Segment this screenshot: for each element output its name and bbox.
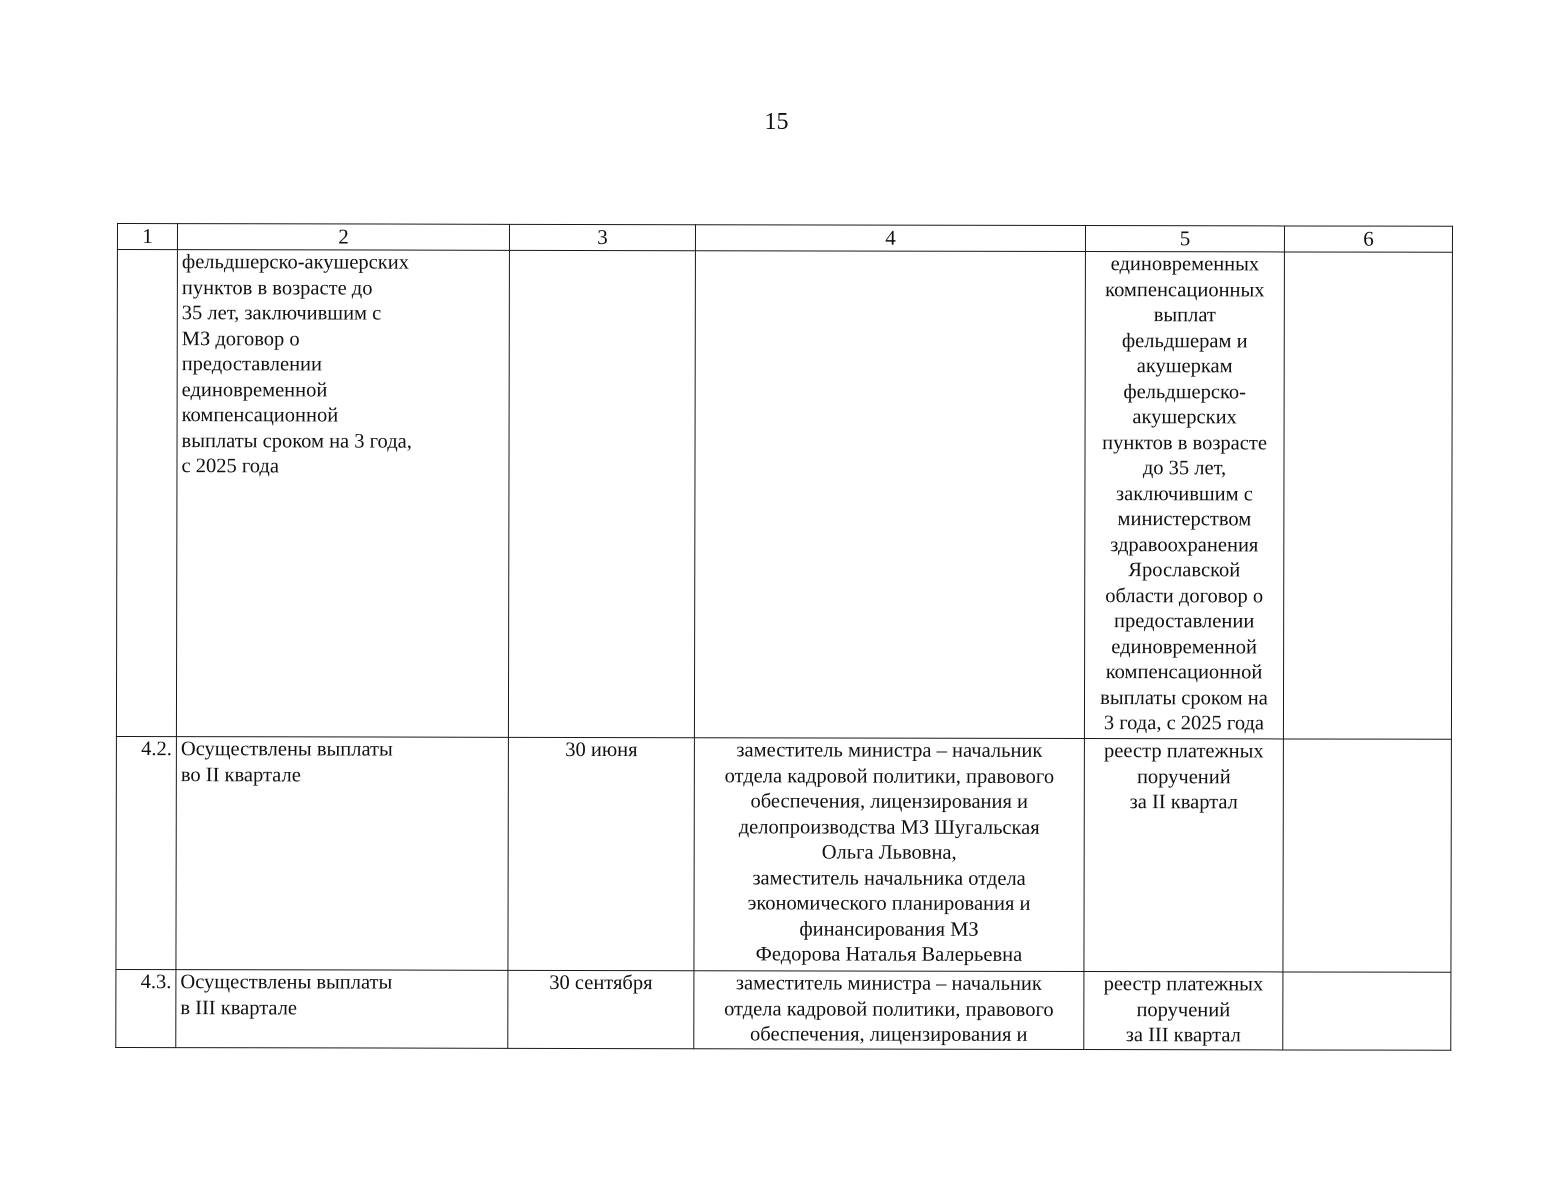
responsible-cell bbox=[694, 251, 1085, 739]
column-header-5: 5 bbox=[1085, 226, 1284, 252]
result-cell: реестр платежных поручений за III квартал bbox=[1084, 972, 1283, 1050]
table-header-row bbox=[117, 224, 1452, 253]
responsible-cell: заместитель министра – начальник отдела кадровой политики, правового обеспечения, лицензирования и делопроизводства МЗ Шугальская Ольга Львовна, заместитель начальника отдела экономического планирования и финансирования МЗ Федорова Наталья Валерьевна bbox=[694, 738, 1084, 972]
event-cell: фельдшерско-акушерских пунктов в возрасте до 35 лет, заключившим с МЗ договор о предоставлении единовременной компенсационной выплаты сроком на 3 года, с 2025 года bbox=[176, 250, 509, 738]
column-header-1: 1 bbox=[117, 224, 177, 250]
responsible-cell: заместитель министра – начальник отдела кадровой политики, правового обеспечения, лицензирования и bbox=[694, 971, 1084, 1049]
event-cell: Осуществлены выплаты в III квартале bbox=[176, 970, 508, 1048]
note-cell bbox=[1283, 972, 1451, 1050]
row-number: 4.3. bbox=[116, 969, 176, 1047]
column-header-4: 4 bbox=[695, 225, 1085, 252]
note-cell bbox=[1283, 739, 1451, 972]
result-cell: реестр платежных поручений за II квартал bbox=[1084, 739, 1283, 972]
note-cell bbox=[1283, 252, 1452, 739]
table-row bbox=[116, 736, 1451, 972]
column-header-3: 3 bbox=[509, 224, 695, 250]
plan-table bbox=[115, 223, 1453, 1050]
row-number: 4.2. bbox=[116, 736, 176, 969]
column-header-6: 6 bbox=[1284, 226, 1452, 252]
row-number bbox=[116, 250, 177, 737]
column-header-2: 2 bbox=[177, 224, 509, 251]
date-cell bbox=[508, 250, 695, 737]
result-cell: единовременных компенсационных выплат фельдшерам и акушеркам фельдшерско- акушерских пунктов в возрасте до 35 лет, заключившим с министерством здравоохранения Ярославской области договор о предоставлении единовременной компенсационной выплаты сроком на 3 года, с 2025 года bbox=[1084, 252, 1284, 739]
page-number: 15 bbox=[764, 109, 789, 135]
event-cell: Осуществлены выплаты во II квартале bbox=[176, 737, 508, 971]
table-row bbox=[116, 969, 1451, 1049]
table-row bbox=[116, 250, 1452, 740]
date-cell: 30 сентября bbox=[508, 970, 694, 1048]
date-cell: 30 июня bbox=[508, 737, 694, 970]
